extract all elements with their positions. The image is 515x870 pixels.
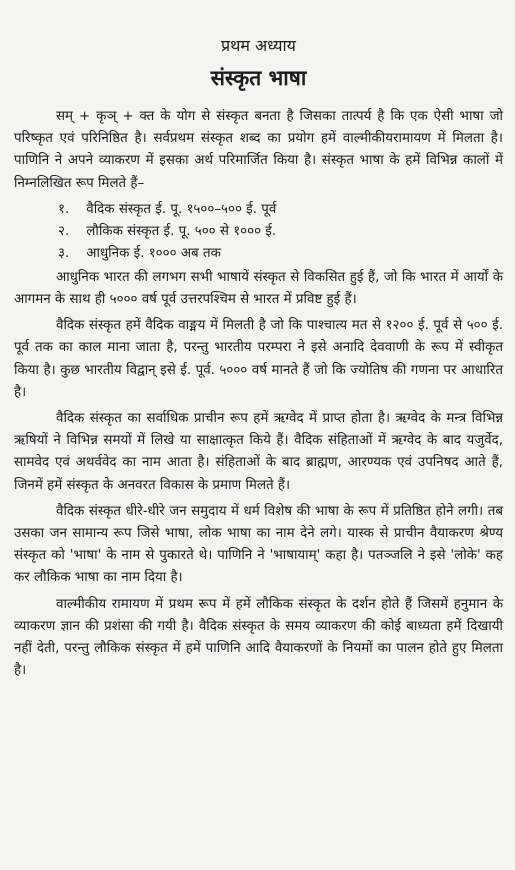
- list-text: वैदिक संस्कृत ई. पू. १५००–५०० ई. पूर्व: [86, 201, 277, 217]
- list-number: ३.: [58, 245, 70, 261]
- paragraph: आधुनिक भारत की लगभग सभी भाषायें संस्कृत से विकसित हुई हैं, जो कि भारत में आर्यों के आगमन के साथ ही ५००० वर्ष पूर्व उत्तरपश्चिम से भारत में प्रविष्ट हुई हैं।: [14, 269, 503, 308]
- paragraph: वैदिक संस्कृत का सर्वाधिक प्राचीन रूप हमें ऋग्वेद में प्राप्त होता है। ऋग्वेद के मन्त्र विभिन्न ऋषियों ने विभिन्न समयों में लिखे या साक्षात्कृत किये हैं। वैदिक संहिताओं में ऋग्वेद के बाद यजुर्वेद, सामवेद एवं अथर्ववेद का नाम आता है। संहिताओं के बाद ब्राह्मण, आरण्यक एवं उपनिषद आते हैं, जिनमें हमें संस्कृत के अनवरत विकास के प्रमाण मिलते हैं।: [14, 411, 503, 493]
- list-text: लौकिक संस्कृत ई. पू. ५०० से १००० ई.: [86, 223, 277, 239]
- list-item: [14, 221, 503, 243]
- period-list: [14, 199, 503, 265]
- list-item: [14, 243, 503, 265]
- page-title: संस्कृत भाषा: [210, 66, 307, 90]
- list-item: [14, 199, 503, 221]
- paragraph: वैदिक संस्कृत हमें वैदिक वाङ्मय में मिलती है जो कि पाश्चात्य मत से १२०० ई. पूर्व से ५०० ई. पूर्व तक का काल माना जाता है, परन्तु भारतीय परम्परा ने इसे अनादि देववाणी के रूप में स्वीकृत किया है। कुछ भारतीय विद्वान् इसे ई. पूर्व. ५००० वर्ष मानते हैं जो कि ज्योतिष की गणना पर आधारित है।: [14, 318, 503, 400]
- list-number: १.: [58, 201, 70, 217]
- list-number: २.: [58, 223, 70, 239]
- paragraph: वाल्मीकीय रामायण में प्रथम रूप में हमें लौकिक संस्कृत के दर्शन होते हैं जिसमें हनुमान के व्याकरण ज्ञान की प्रशंसा की गयी है। वैदिक संस्कृत के समय व्याकरण की कोई बाध्यता हमें दिखायी नहीं देती, परन्तु लौकिक संस्कृत में हमें पाणिनि आदि वैयाकरणों के नियमों का पालन होते हुए मिलता है।: [14, 596, 503, 679]
- paragraph: वैदिक संस्कृत धीरे-धीरे जन समुदाय में धर्म विशेष की भाषा के रूप में प्रतिष्ठित होने लगी। तब उसका जन सामान्य रूप जिसे भाषा, लोक भाषा का नाम देने लगे। यास्क से प्राचीन वैयाकरण श्रेण्य संस्कृत को 'भाषा' के नाम से पुकारते थे। पाणिनि ने 'भाषायाम्' कहा है। पतञ्जलि ने इसे 'लोके' कह कर लौकिक भाषा का नाम दिया है।: [14, 503, 503, 586]
- chapter-heading: प्रथम अध्याय: [221, 36, 296, 55]
- paragraph: सम् + कृञ् + क्त के योग से संस्कृत बनता है जिसका तात्पर्य है कि एक ऐसी भाषा जो परिष्कृत एवं परिनिष्ठित है। सर्वप्रथम संस्कृत शब्द का प्रयोग हमें वाल्मीकीयरामायण में मिलता है। पाणिनि ने अपने व्याकरण में इसका अर्थ परिमार्जित किया है। संस्कृत भाषा के हमें विभिन्न कालों में निम्नलिखित रूप मिलते हैं–: [14, 109, 503, 191]
- list-text: आधुनिक ई. १००० अब तक: [86, 245, 221, 261]
